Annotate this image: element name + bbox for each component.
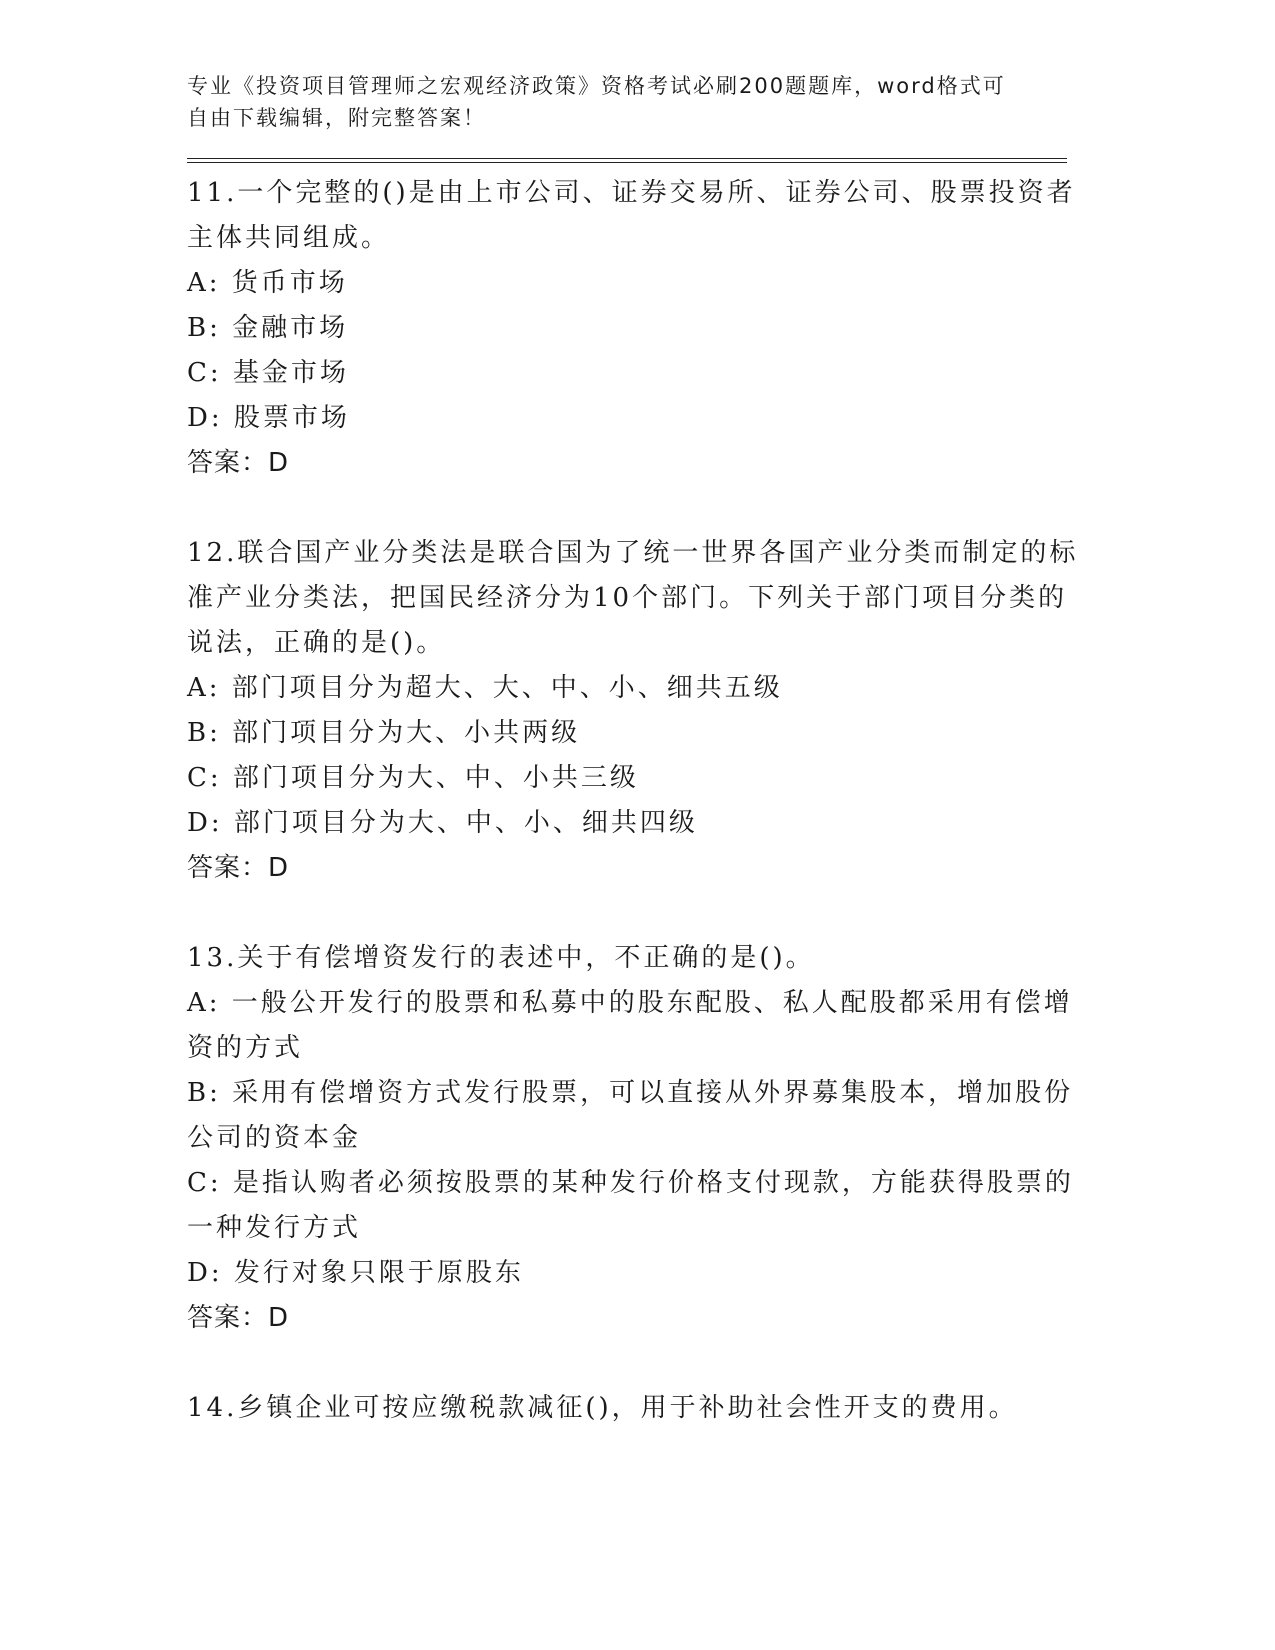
- question-text: 准产业分类法，把国民经济分为10个部门。下列关于部门项目分类的: [187, 583, 1068, 613]
- spacer: [187, 486, 1067, 531]
- question-text: 主体共同组成。: [187, 223, 391, 253]
- question-11: [187, 171, 1076, 486]
- spacer: [187, 1341, 1067, 1386]
- option-c-continued: 一种发行方式: [187, 1213, 362, 1243]
- question-text: 11.一个完整的()是由上市公司、证券交易所、证券公司、股票投资者: [187, 178, 1076, 208]
- question-13: [187, 936, 1074, 1341]
- header-line-2: 自由下载编辑，附完整答案！: [187, 106, 486, 130]
- answer-text: 答案：D: [187, 853, 290, 883]
- option-c: C: 部门项目分为大、中、小共三级: [187, 763, 639, 793]
- document-header: [187, 70, 1067, 134]
- question-text: 12.联合国产业分类法是联合国为了统一世界各国产业分类而制定的标: [187, 538, 1079, 568]
- question-text: 13.关于有偿增资发行的表述中，不正确的是()。: [187, 943, 815, 973]
- spacer: [187, 891, 1067, 936]
- option-c: C: 是指认购者必须按股票的某种发行价格支付现款，方能获得股票的: [187, 1168, 1074, 1198]
- option-a: A: 部门项目分为超大、大、中、小、细共五级: [187, 673, 783, 703]
- question-text: 说法，正确的是()。: [187, 628, 446, 658]
- answer-text: 答案：D: [187, 448, 290, 478]
- option-d: D: 股票市场: [187, 403, 350, 433]
- question-14: [187, 1386, 1067, 1431]
- header-line-1: 专业《投资项目管理师之宏观经济政策》资格考试必刷200题题库，word格式可: [187, 74, 1006, 98]
- option-d: D: 发行对象只限于原股东: [187, 1258, 524, 1288]
- option-c: C: 基金市场: [187, 358, 349, 388]
- option-d: D: 部门项目分为大、中、小、细共四级: [187, 808, 698, 838]
- option-a-continued: 资的方式: [187, 1033, 304, 1063]
- question-12: [187, 531, 1079, 891]
- option-a: A: 货币市场: [187, 268, 348, 298]
- option-b-continued: 公司的资本金: [187, 1123, 362, 1153]
- option-a: A: 一般公开发行的股票和私募中的股东配股、私人配股都采用有偿增: [187, 988, 1073, 1018]
- question-text: 14.乡镇企业可按应缴税款减征()，用于补助社会性开支的费用。: [187, 1393, 1018, 1423]
- option-b: B: 采用有偿增资方式发行股票，可以直接从外界募集股本，增加股份: [187, 1078, 1074, 1108]
- document-page: [187, 70, 1079, 1431]
- option-b: B: 部门项目分为大、小共两级: [187, 718, 581, 748]
- question-list: [187, 171, 1079, 1431]
- header-divider: [187, 158, 1067, 163]
- option-b: B: 金融市场: [187, 313, 349, 343]
- answer-text: 答案：D: [187, 1303, 290, 1333]
